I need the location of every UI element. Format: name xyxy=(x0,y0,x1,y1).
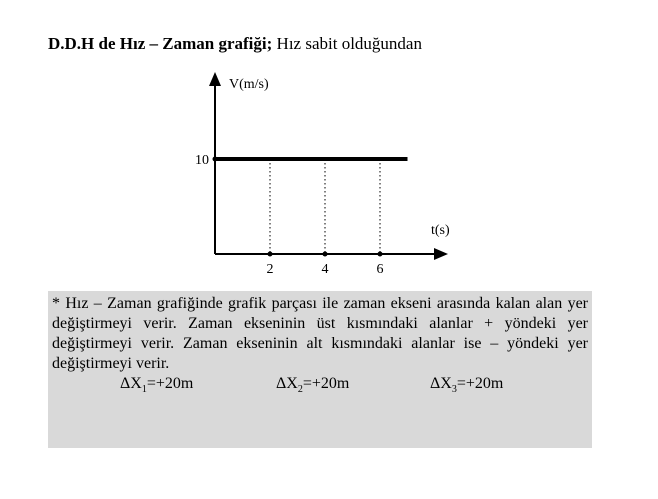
delta-row xyxy=(52,374,588,394)
delta-3-sub: 3 xyxy=(451,384,457,396)
delta-3-value: =+20m xyxy=(456,375,504,392)
delta-1-value: =+20m xyxy=(146,375,194,392)
y-axis-arrow xyxy=(209,72,221,86)
x-axis-label: t(s) xyxy=(431,223,450,238)
delta-1 xyxy=(120,374,276,394)
delta-2-prefix: ΔX xyxy=(276,375,298,392)
x-tick-label-6: 6 xyxy=(376,262,384,277)
x-ticks xyxy=(267,252,384,278)
heading-bold: D.D.H de Hız – Zaman grafiği; xyxy=(48,34,273,53)
series-start-point xyxy=(213,157,218,162)
dotted-verticals xyxy=(270,159,380,254)
delta-2-sub: 2 xyxy=(297,384,303,396)
x-axis-arrow xyxy=(434,248,448,260)
delta-2 xyxy=(276,374,430,394)
y-axis-label: V(m/s) xyxy=(229,77,269,92)
x-tick-dot-6 xyxy=(378,252,383,257)
y-tick-label-10: 10 xyxy=(195,153,209,168)
x-tick-label-4: 4 xyxy=(321,262,329,277)
delta-1-prefix: ΔX xyxy=(120,375,142,392)
heading-normal: Hız sabit olduğundan xyxy=(272,34,422,53)
delta-2-value: =+20m xyxy=(302,375,350,392)
x-tick-dot-4 xyxy=(323,252,328,257)
y-ticks xyxy=(195,153,209,168)
x-tick-label-2: 2 xyxy=(266,262,274,277)
delta-1-sub: 1 xyxy=(141,384,147,396)
chart-series xyxy=(213,157,408,162)
delta-3-prefix: ΔX xyxy=(430,375,452,392)
note-text: * Hız – Zaman grafiğinde grafik parçası ile zaman ekseni arasında kalan alan yer değiştirmeyi verir. Zaman ekseninin üst kısmındaki alanlar + yöndeki yer değiştirmeyi verir. Zaman ekseninin alt kısmındaki alanlar ise – yöndeki yer değiştirmeyi verir. xyxy=(52,295,588,372)
note-box xyxy=(48,291,592,448)
chart-axes xyxy=(209,72,448,260)
x-tick-dot-2 xyxy=(268,252,273,257)
delta-3 xyxy=(430,374,503,394)
